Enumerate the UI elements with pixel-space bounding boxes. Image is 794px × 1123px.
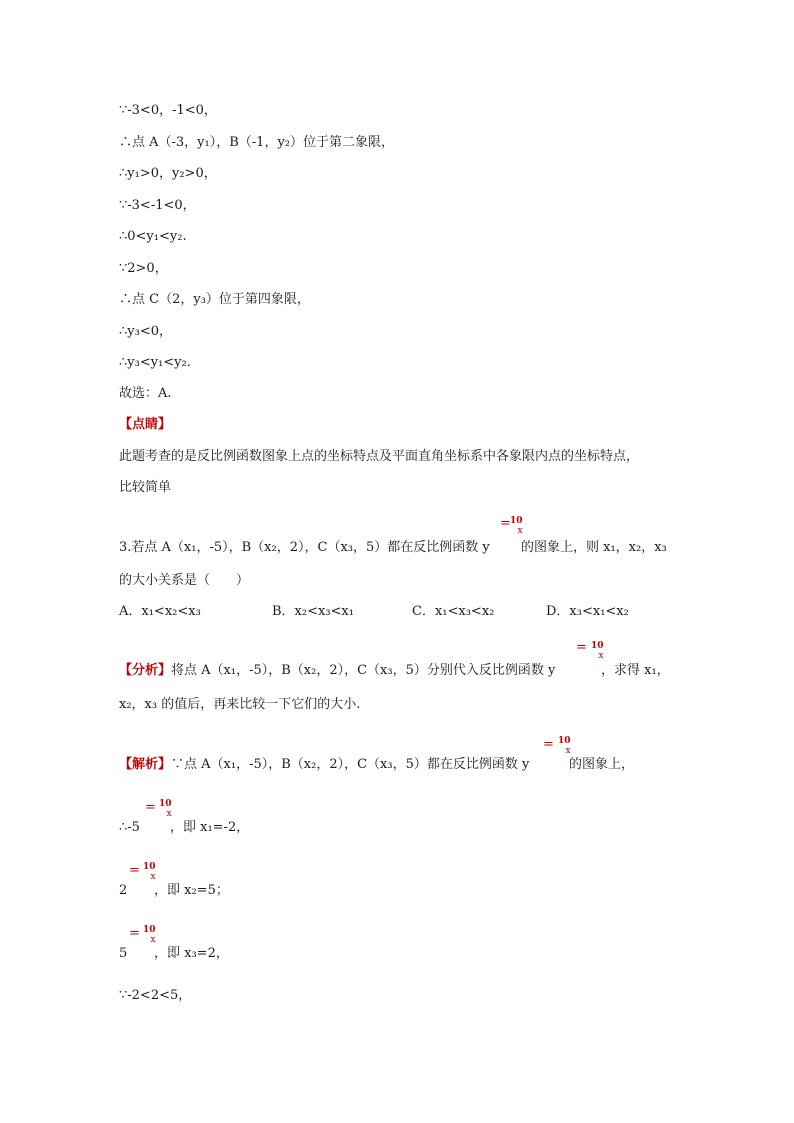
solution-header: 【解析】: [119, 757, 172, 772]
line-7: ∴点 C（2，y₃）位于第四象限，: [119, 292, 310, 307]
q3-equals: =: [500, 516, 511, 531]
step-1-rhs: ，即 x₁=-2，: [170, 820, 250, 835]
comment-header: 【点睛】: [119, 417, 172, 432]
line-6: ∵2>0，: [119, 261, 168, 276]
line-4: ∵-3<-1<0，: [119, 198, 196, 213]
comment-text-1: 此题考查的是反比例函数图象上点的坐标特点及平面直角坐标系中各象限内点的坐标特点，: [119, 449, 640, 464]
solution-frac-num: 10: [558, 736, 571, 746]
step-1-fraction: [159, 799, 172, 819]
solution-equals: =: [543, 737, 554, 752]
line-3: ∴y₁>0，y₂>0，: [119, 166, 217, 181]
analysis-frac-num: 10: [591, 641, 604, 651]
step-1-lhs: ∴-5: [119, 820, 140, 835]
q3-frac-num: 10: [510, 516, 523, 526]
line-2: ∴点 A（-3，y₁），B（-1，y₂）位于第二象限，: [119, 135, 395, 150]
step-3-rhs: ，即 x₃=2，: [154, 946, 229, 961]
comment-text-2: 比较简单: [119, 480, 172, 495]
step-3-fraction: [143, 925, 156, 945]
line-1: ∵-3<0，-1<0，: [119, 103, 217, 118]
step-1-equals: =: [145, 800, 156, 815]
solution-frac-den: x: [565, 746, 571, 756]
analysis-line-1: [119, 663, 555, 679]
step-2-frac-den: x: [150, 872, 156, 882]
solution-text-a: ∵点 A（x₁，-5），B（x₂，2），C（x₃，5）都在反比例函数 y: [171, 757, 530, 772]
step-2-fraction: [143, 862, 156, 882]
step-3-equals: =: [129, 926, 140, 941]
q3-fraction: [510, 516, 523, 536]
step-2-frac-num: 10: [143, 862, 156, 872]
question-3-text-b: 的图象上，则 x₁，x₂，x₃: [521, 540, 667, 555]
option-a: A．x₁<x₂<x₃: [119, 604, 201, 619]
option-c: C．x₁<x₃<x₂: [412, 604, 495, 619]
solution-text-b: 的图象上，: [569, 757, 635, 772]
line-10: 故选：A.: [119, 386, 172, 401]
step-3-lhs: 5: [119, 946, 128, 961]
analysis-fraction: [591, 641, 604, 661]
line-8: ∴y₃<0，: [119, 324, 172, 339]
analysis-frac-den: x: [598, 651, 604, 661]
analysis-text-b: ，求得 x₁，: [601, 663, 670, 678]
option-b: B．x₂<x₃<x₁: [272, 604, 354, 619]
line-9: ∴y₃<y₁<y₂.: [119, 355, 191, 370]
step-1-frac-den: x: [166, 809, 172, 819]
analysis-line-2: x₂，x₃ 的值后，再来比较一下它们的大小.: [119, 697, 361, 712]
step-1-frac-num: 10: [159, 799, 172, 809]
analysis-equals: =: [576, 640, 587, 655]
step-2-lhs: 2: [119, 883, 128, 898]
analysis-header: 【分析】: [119, 663, 172, 678]
step-2-equals: =: [129, 863, 140, 878]
solution-fraction: [558, 736, 571, 756]
q3-frac-den: x: [517, 526, 523, 536]
line-5: ∴0<y₁<y₂.: [119, 229, 187, 244]
step-3-frac-den: x: [150, 935, 156, 945]
question-3-text-2: 的大小关系是（ ）: [119, 573, 250, 588]
step-2-rhs: ，即 x₂=5；: [154, 883, 229, 898]
analysis-text-a: 将点 A（x₁，-5），B（x₂，2），C（x₃，5）分别代入反比例函数 y: [171, 663, 556, 678]
question-3-text-a: 3.若点 A（x₁，-5），B（x₂，2），C（x₃，5）都在反比例函数 y: [119, 540, 490, 555]
step-3-frac-num: 10: [143, 925, 156, 935]
last-line: ∵-2<2<5，: [119, 988, 192, 1003]
option-d: D．x₃<x₁<x₂: [546, 604, 629, 619]
solution-line-1: [119, 757, 529, 773]
